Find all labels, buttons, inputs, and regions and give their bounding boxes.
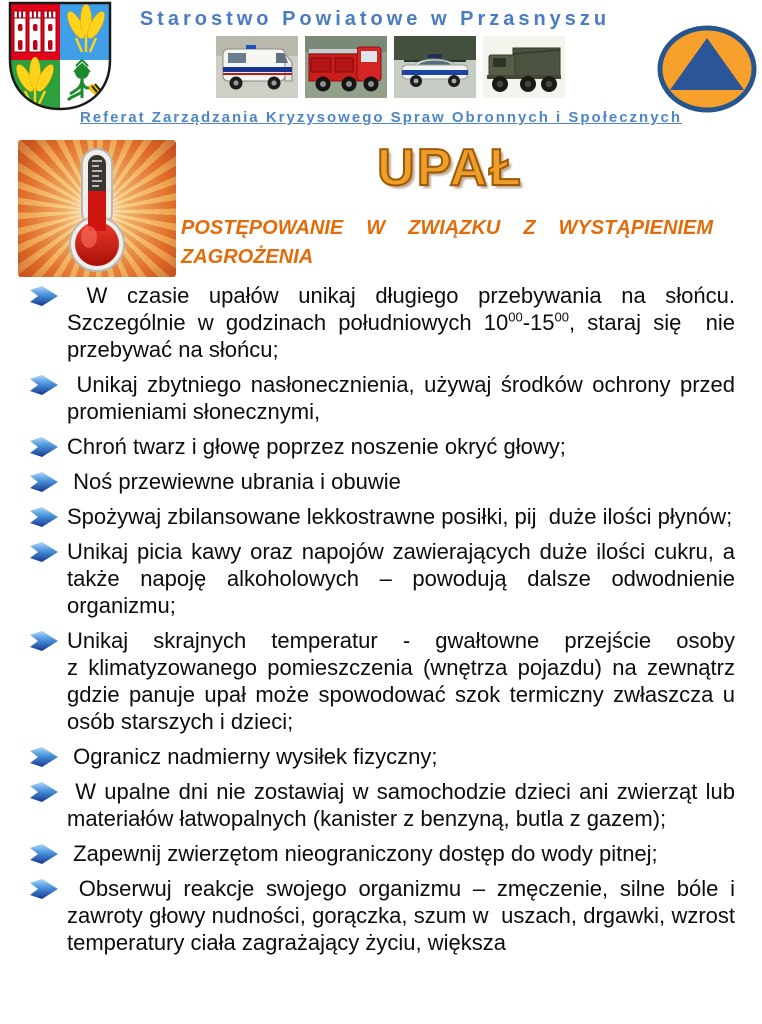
thermometer-icon: [42, 145, 152, 273]
list-item-text: Chroń twarz i głowę poprzez noszenie okryć głowy;: [67, 434, 566, 459]
list-item-text: Unikaj zbytniego nasłonecznienia, używaj środków ochrony przed promieniami słonecznymi,: [67, 372, 742, 424]
guidelines-list: [27, 282, 742, 964]
list-item-text: Unikaj picia kawy oraz napojów zawierających duże ilości cukru, a także napoję alkoholowych – powodują dalsze odwodnienie organizmu;: [67, 539, 742, 618]
vehicle-photo-strip: [216, 36, 565, 98]
arrow-bullet-icon: [29, 542, 59, 562]
hazard-subtitle: POSTĘPOWANIE W ZWIĄZKU Z WYSTĄPIENIEM ZAGROŻENIA: [181, 217, 713, 268]
list-item: [27, 371, 742, 425]
list-item: [27, 282, 742, 363]
list-item-text: Spożywaj zbilansowane lekkostrawne posiłki, pij duże ilości płynów;: [67, 504, 733, 529]
arrow-bullet-icon: [29, 375, 59, 395]
civil-defense-logo: [656, 25, 758, 115]
arrow-bullet-icon: [29, 782, 59, 802]
police-car-photo: [394, 36, 476, 98]
list-item-text: Obserwuj reakcje swojego organizmu – zmęczenie, silne bóle i zawroty głowy nudności, gorączka, szum w uszach, drgawki, wzrost temperatury ciała zagrażający życiu, większa: [67, 876, 742, 955]
list-item: [27, 875, 742, 956]
list-item: [27, 433, 735, 460]
time-superscript: 00: [554, 309, 569, 325]
arrow-bullet-icon: [29, 507, 59, 527]
arrow-bullet-icon: [29, 286, 59, 306]
list-item-text: Ogranicz nadmierny wysiłek fizyczny;: [67, 744, 438, 769]
arrow-bullet-icon: [29, 747, 59, 767]
arrow-bullet-icon: [29, 437, 59, 457]
list-item-text: Unikaj skrajnych temperatur - gwałtowne przejście osoby z klimatyzowanego pomieszczenia (wnętrza pojazdu) na zewnątrz gdzie panuje upał może spowodować szok termiczny zwłaszcza u osób starszych i dzieci;: [67, 628, 742, 734]
arrow-bullet-icon: [29, 631, 59, 651]
ambulance-photo: [216, 36, 298, 98]
list-item: [27, 538, 742, 619]
list-item: [27, 743, 735, 770]
time-superscript: 00: [508, 309, 523, 325]
list-item: [27, 503, 735, 530]
list-item: [27, 627, 742, 735]
coat-of-arms: [6, 0, 114, 112]
list-item-text: Zapewnij zwierzętom nieograniczony dostęp do wody pitnej;: [67, 841, 658, 866]
hazard-title: UPAŁ: [377, 139, 523, 197]
list-item-text: W upalne dni nie zostawiaj w samochodzie dzieci ani zwierząt lub materiałów łatwopalnych (kanister z benzyną, butla z gazem);: [67, 779, 742, 831]
arrow-bullet-icon: [29, 844, 59, 864]
org-title: Starostwo Powiatowe w Przasnyszu: [139, 8, 611, 30]
military-truck-photo: [483, 36, 565, 98]
list-item: [27, 468, 735, 495]
list-item: [27, 778, 742, 832]
list-item-text: Noś przewiewne ubrania i obuwie: [67, 469, 401, 494]
fire-truck-photo: [305, 36, 387, 98]
arrow-bullet-icon: [29, 879, 59, 899]
list-item-text: W czasie upałów unikaj długiego przebywania na słońcu. Szczególnie w godzinach południowych $10^{00}-15^{00}$, staraj się nie przebywać na słońcu;: [67, 283, 742, 362]
department-link[interactable]: Referat Zarządzania Kryzysowego Spraw Obronnych i Społecznych: [79, 109, 683, 126]
arrow-bullet-icon: [29, 472, 59, 492]
thermometer-image: [18, 140, 176, 277]
list-item: [27, 840, 735, 867]
